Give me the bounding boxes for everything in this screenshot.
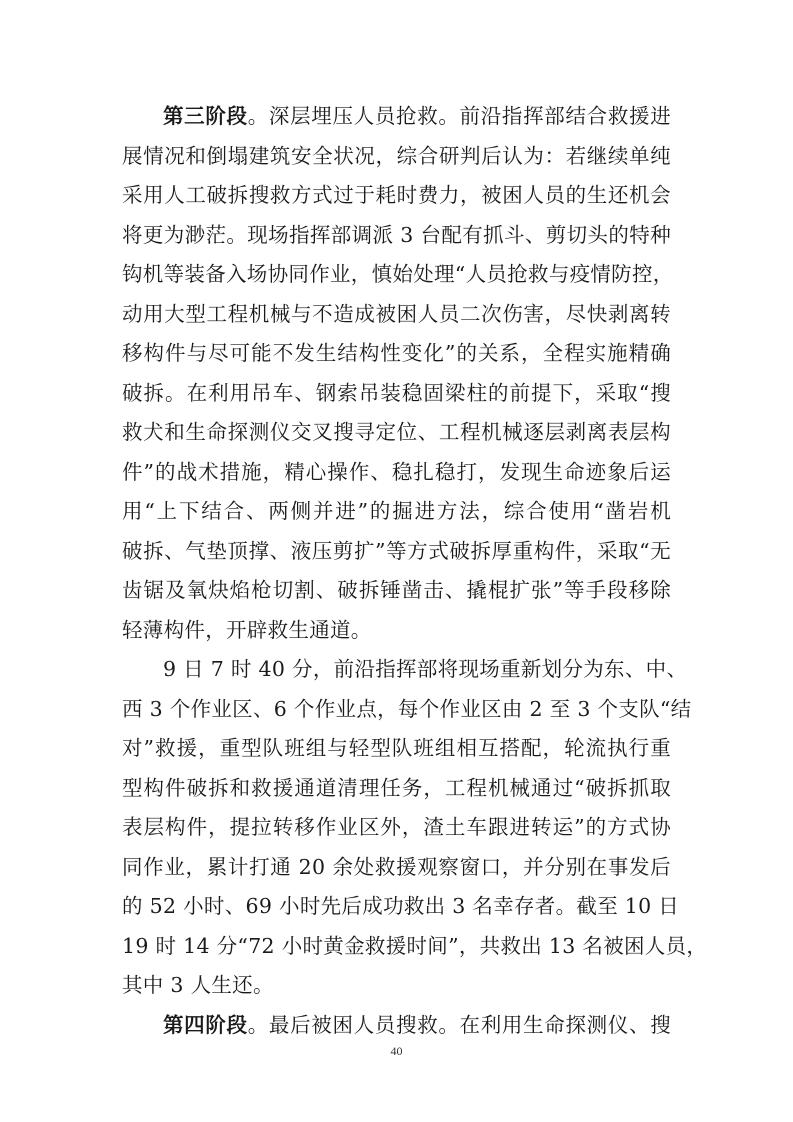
paragraph-1-line-2: 展情况和倒塌建筑安全状况，综合研判后认为：若继续单纯 <box>122 144 671 168</box>
page-number: 40 <box>390 1044 403 1058</box>
paragraph-1-line-9: 救犬和生命探测仪交叉搜寻定位、工程机械逐层剥离表层构 <box>122 420 671 444</box>
paragraph-3-line-1-text: 。最后被困人员搜救。在利用生命探测仪、搜 <box>247 1013 671 1037</box>
paragraph-1-line-7: 移构件与尽可能不发生结构性变化”的关系，全程实施精确 <box>122 341 671 365</box>
paragraph-2-line-2: 西 3 个作业区、6 个作业点，每个作业区由 2 至 3 个支队“结 <box>122 697 692 721</box>
paragraph-3-line-1 <box>163 1005 671 1045</box>
paragraph-2-line-5: 表层构件，提拉转移作业区外，渣土车跟进转运”的方式协 <box>122 815 671 839</box>
paragraph-1-line-11: 用“上下结合、两侧并进”的掘进方法，综合使用“凿岩机 <box>122 499 671 523</box>
paragraph-2-line-3: 对”救援，重型队班组与轻型队班组相互搭配，轮流执行重 <box>122 736 671 760</box>
paragraph-1-line-10: 件”的战术措施，精心操作、稳扎稳打，发现生命迹象后运 <box>122 460 671 484</box>
paragraph-2-line-6: 同作业，累计打通 20 余处救援观察窗口，并分别在事发后 <box>122 855 671 879</box>
section-heading-stage-3: 第三阶段 <box>163 104 248 128</box>
paragraph-1-line-5: 钩机等装备入场协同作业，慎始处理“人员抢救与疫情防控， <box>122 262 674 286</box>
paragraph-1-line-1 <box>163 96 671 136</box>
paragraph-1-line-12: 破拆、气垫顶撑、液压剪扩”等方式破拆厚重构件，采取“无 <box>122 539 671 563</box>
paragraph-1-line-8: 破拆。在利用吊车、钢索吊装稳固梁柱的前提下，采取“搜 <box>122 381 671 405</box>
paragraph-1-line-1-text: 。深层埋压人员抢救。前沿指挥部结合救援进 <box>247 104 671 128</box>
paragraph-1-line-4: 将更为渺茫。现场指挥部调派 3 台配有抓斗、剪切头的特种 <box>122 223 671 247</box>
paragraph-2-line-1: 9 日 7 时 40 分，前沿指挥部将现场重新划分为东、中、 <box>163 657 688 681</box>
paragraph-2-line-7: 的 52 小时、69 小时先后成功救出 3 名幸存者。截至 10 日 <box>122 894 680 918</box>
paragraph-2-line-8: 19 时 14 分“72 小时黄金救援时间”，共救出 13 名被困人员， <box>122 934 708 958</box>
paragraph-2-line-4: 型构件破拆和救援通道清理任务，工程机械通过“破拆抓取 <box>122 776 671 800</box>
paragraph-1-line-14: 轻薄构件，开辟救生通道。 <box>122 618 372 642</box>
section-heading-stage-4: 第四阶段 <box>163 1013 248 1037</box>
paragraph-2-line-9: 其中 3 人生还。 <box>122 973 274 997</box>
paragraph-1-line-3: 采用人工破拆搜救方式过于耗时费力，被困人员的生还机会 <box>122 183 671 207</box>
paragraph-1-line-13: 齿锯及氧炔焰枪切割、破拆锤凿击、撬棍扩张”等手段移除 <box>122 578 671 602</box>
paragraph-1-line-6: 动用大型工程机械与不造成被困人员二次伤害，尽快剥离转 <box>122 302 671 326</box>
